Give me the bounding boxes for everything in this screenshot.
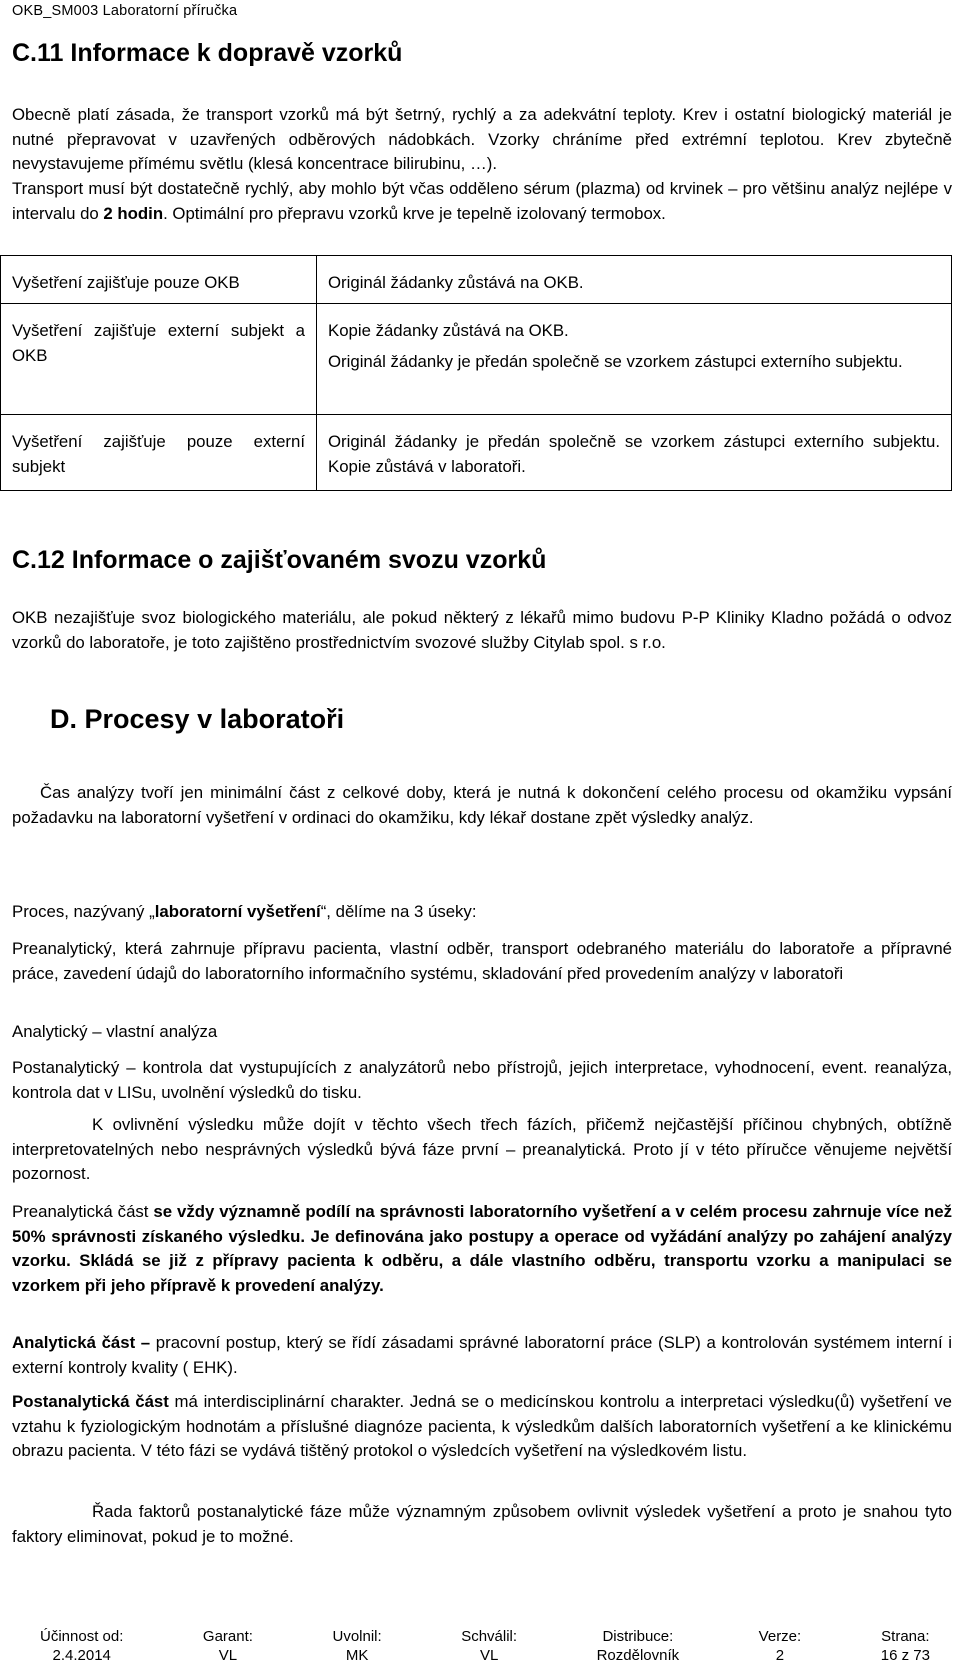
footer-label: Garant: [202,1628,253,1645]
running-header: OKB_SM003 Laboratorní příručka [12,3,238,19]
table-cell-right: Originál žádanky je předán společně se vzorkem zástupci externího subjektu. Kopie zůstává v laboratoři. [317,415,952,491]
d-postanalytic-part-text: má interdisciplinární charakter. Jedná se o medicínskou kontrolu a interpretaci výsledku(ů) vyšetření ve vztahu k fyziologickým hodnotám a příslušné diagnóze pacienta, k výsledkům dalších laboratorních vyšetření a ke klinickému obrazu pacienta. V této fázi se vydává tištěný protokol o výsledcích vyšetření na výsledkovém listu. [12,1392,952,1460]
footer-approved [461,1627,517,1665]
table-row [1,256,952,304]
c11-paragraph-2-end: . Optimální pro přepravu vzorků krve je tepelně izolovaný termobox. [163,203,666,223]
footer-version [759,1627,802,1665]
footer-distribution [597,1627,680,1665]
section-c11-title: C.11 Informace k dopravě vzorků [12,39,403,67]
page-footer [40,1627,930,1665]
footer-label: Uvolnil: [332,1628,382,1645]
section-c12-title: C.12 Informace o zajišťovaném svozu vzorků [12,546,547,574]
footer-value: 16 z 73 [880,1647,930,1664]
d-preanalytic-part-bold: se vždy významně podílí na správnosti laboratorního vyšetření a v celém procesu zahrnuje více než 50% správnosti získaného výsledku. Je definována jako postupy a operace od vyžádání analýzy po zahájení analýzy vzorku. Skládá se již z přípravy pacienta k odběru, a dále vlastního odběru, transportu vzorku a manipulaci se vzorkem při jeho přípravě k provedení analýzy. [12,1202,952,1295]
d-process-end: “, dělíme na 3 úseky: [320,902,477,921]
d-analytic: Analytický – vlastní analýza [12,1022,218,1041]
c12-paragraph: OKB nezajišťuje svoz biologického materiálu, ale pokud některý z lékařů mimo budovu P-P Kliniky Kladno požádá o odvoz vzorků do laboratoře, je toto zajištěno prostřednictvím svozové služby Citylab spol. s r.o. [12,608,952,652]
d-intro: Čas analýzy tvoří jen minimální část z celkové doby, která je nutná k dokončení celého procesu od okamžiku vypsání požadavku na laboratorní vyšetření v ordinaci do okamžiku, kdy lékař dostane zpět výsledky analýz. [12,783,952,827]
d-postanalytic-part-label: Postanalytická část [12,1392,169,1411]
d-preanalytic-part-label: Preanalytická část [12,1202,154,1221]
requisition-table [0,255,952,491]
d-preanalytic-part [12,1200,952,1298]
c11-paragraph-2 [12,177,952,226]
footer-label: Účinnost od: [40,1628,124,1645]
footer-effective [40,1627,123,1665]
d-process-paragraph [12,900,952,925]
footer-value: Rozdělovník [596,1647,680,1664]
table-cell-right [317,304,952,415]
table-cell-left: Vyšetření zajišťuje pouze externí subjekt [1,415,317,491]
d-postanalytic: Postanalytický – kontrola dat vystupujících z analyzátorů nebo přístrojů, jejich interpretace, vyhodnocení, event. reanalýza, kontrola dat v LISu, uvolnění výsledků do tisku. [12,1058,952,1102]
table-cell-right-line-2: Originál žádanky je předán společně se vzorkem zástupci externího subjektu. [328,351,903,371]
footer-label: Verze: [758,1628,802,1645]
footer-value: 2.4.2014 [52,1647,111,1664]
table-row [1,415,952,491]
footer-guarantor [203,1627,253,1665]
d-preanalytic: Preanalytický, která zahrnuje přípravu pacienta, vlastní odběr, transport odebraného materiálu do laboratoře a přípravné práce, zavedení údajů do laboratorního informačního systému, skladování před provedením analýzy v laboratoři [12,939,952,983]
footer-value: VL [479,1647,499,1664]
footer-value: VL [218,1647,238,1664]
d-analytic-part-text: pracovní postup, který se řídí zásadami správné laboratorní práce (SLP) a kontrolován systémem interní i externí kontroly kvality ( EHK). [12,1333,952,1377]
d-analytic-part-label: Analytická část – [12,1333,151,1352]
footer-page [881,1627,930,1665]
footer-released [332,1627,381,1665]
footer-label: Strana: [881,1628,930,1645]
d-influence: K ovlivnění výsledku může dojít v těchto všech třech fázích, přičemž nejčastější příčinou chybných, obtížně interpretovatelných nebo nesprávných výsledků bývá fáze první – preanalytická. Proto jí v této příručce věnujeme největší pozornost. [12,1115,952,1183]
d-analytic-part [12,1331,952,1380]
c11-paragraph-1: Obecně platí zásada, že transport vzorků má být šetrný, rychlý a za adekvátní teploty. Krev i ostatní biologický materiál je nutné přepravovat v uzavřených odběrových nádobkách. Vzorky chráníme před extrémní teplotou. Krev zbytečně nevystavujeme přímému světlu (klesá koncentrace bilirubinu, …). [12,105,952,173]
table-cell-left-text: Vyšetření zajišťuje externí subjekt a OKB [12,321,305,365]
d-postanalytic-part [12,1390,952,1464]
table-cell-left: Vyšetření zajišťuje pouze OKB [1,256,317,304]
d-process-bold: laboratorní vyšetření [154,902,321,921]
d-process-start: Proces, nazývaný „ [12,902,155,921]
footer-value: MK [345,1647,369,1664]
table-cell-right: Originál žádanky zůstává na OKB. [317,256,952,304]
table-row [1,304,952,415]
table-cell-right-line-1: Kopie žádanky zůstává na OKB. [328,321,569,340]
footer-label: Distribuce: [602,1628,674,1645]
table-cell-left [1,304,317,415]
c11-paragraph-2-start: Transport musí být dostatečně rychlý, aby mohlo být včas odděleno sérum (plazma) od krvinek – pro většinu analýz nejlépe v intervalu do [12,179,952,223]
footer-value: 2 [775,1647,785,1664]
section-d-title: D. Procesy v laboratoři [50,704,345,734]
footer-label: Schválil: [461,1628,518,1645]
c11-paragraph-2-bold: 2 hodin [103,203,164,223]
d-factors: Řada faktorů postanalytické fáze může významným způsobem ovlivnit výsledek vyšetření a proto je snahou tyto faktory eliminovat, pokud je to možné. [12,1502,952,1546]
